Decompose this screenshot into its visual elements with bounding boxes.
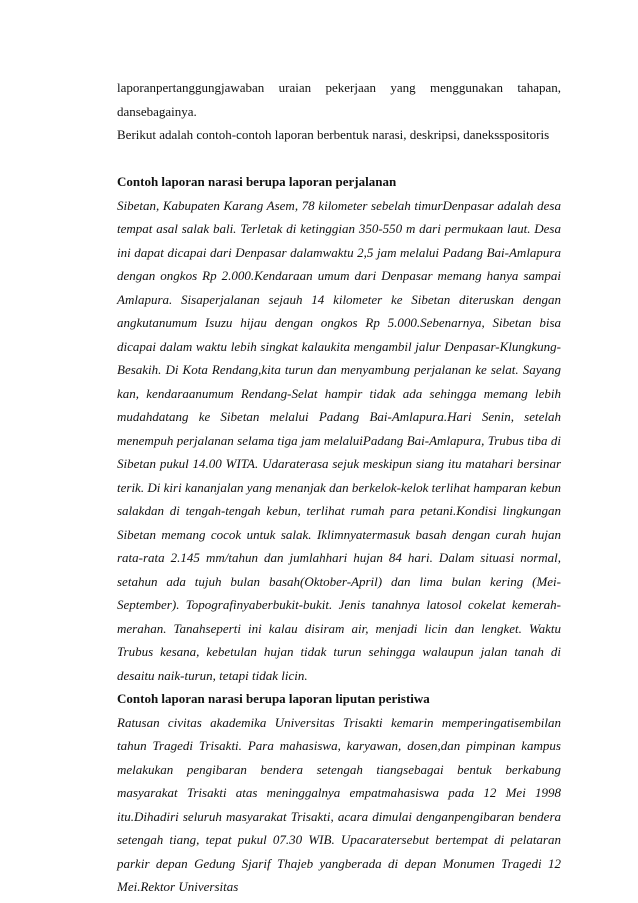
document-page <box>117 76 561 899</box>
blank-line <box>117 147 561 171</box>
section-body-event-report: Ratusan civitas akademika Universitas Trisakti kemarin memperingatisembilan tahun Tragedi Trisakti. Para mahasiswa, karyawan, dosen,dan pimpinan kampus melakukan pengibaran bendera setengah tiangsebagai bentuk berkabung masyarakat Trisakti atas meninggalnya empatmahasiswa pada 12 Mei 1998 itu.Dihadiri seluruh masyarakat Trisakti, acara dimulai denganpengibaran bendera setengah tiang, tepat pukul 07.30 WIB. Upacaratersebut bertempat di pelataran parkir depan Gedung Sjarif Thajeb yangberada di depan Monumen Tragedi 12 Mei.Rektor Universitas <box>117 714 561 894</box>
section-heading-event-report: Contoh laporan narasi berupa laporan liputan peristiwa <box>117 691 430 706</box>
section-heading-travel-report: Contoh laporan narasi berupa laporan perjalanan <box>117 174 397 189</box>
section-body-travel-report: Sibetan, Kabupaten Karang Asem, 78 kilometer sebelah timurDenpasar adalah desa tempat asal salak bali. Terletak di ketinggian 350-550 m dari permukaan laut. Desa ini dapat dicapai dari Denpasar dalamwaktu 2,5 jam melalui Padang Bai-Amlapura dengan ongkos Rp 2.000.Kendaraan umum dari Denpasar memang hanya sampai Amlapura. Sisaperjalanan sejauh 14 kilometer ke Sibetan diteruskan dengan angkutanumum Isuzu hijau dengan ongkos Rp 5.000.Sebenarnya, Sibetan bisa dicapai dalam waktu lebih singkat kalaukita mengambil jalur Denpasar-Klungkung-Besakih. Di Kota Rendang,kita turun dan menyambung perjalanan ke selat. Sayang kan, kendaraanumum Rendang-Selat hampir tidak ada sehingga memang lebih mudahdatang ke Sibetan melalui Padang Bai-Amlapura.Hari Senin, setelah menempuh perjalanan selama tiga jam melaluiPadang Bai-Amlapura, Trubus tiba di Sibetan pukul 14.00 WITA. Udaraterasa sejuk meskipun siang itu matahari bersinar terik. Di kiri kananjalan yang menanjak dan berkelok-kelok terlihat hamparan kebun salakdan di tengah-tengah kebun, terlihat rumah para petani.Kondisi lingkungan Sibetan memang cocok untuk salak. Iklimnyatermasuk basah dengan curah hujan rata-rata 2.145 mm/tahun dan jumlahhari hujan 84 hari. Dalam situasi normal, setahun ada tujuh bulan basah(Oktober-April) dan lima bulan kering (Mei-September). Topografinyaberbukit-bukit. Jenis tanahnya latosol cokelat kemerah-merahan. Tanahseperti ini kalau disiram air, menjadi licin dan lengket. Waktu Trubus kesana, kebetulan hujan tidak turun sehingga walaupun jalan tanah di desaitu naik-turun, tetapi tidak licin. <box>117 197 561 683</box>
intro-sentence: Berikut adalah contoh-contoh laporan berbentuk narasi, deskripsi, daneksspositoris <box>117 127 550 142</box>
intro-paragraph: laporanpertanggungjawaban uraian pekerjaan yang menggunakan tahapan, dansebagainya. <box>117 80 561 119</box>
